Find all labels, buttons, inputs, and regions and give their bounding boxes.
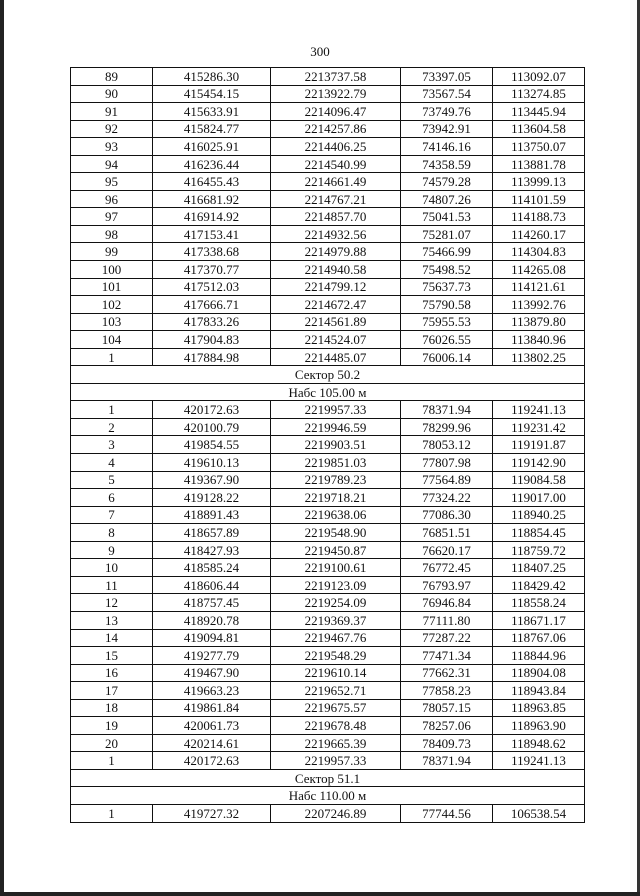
y-coordinate-cell: 2214561.89	[271, 313, 401, 331]
local-y-cell: 114121.61	[493, 278, 585, 296]
x-coordinate-cell: 416455.43	[153, 173, 271, 191]
y-coordinate-cell: 2219467.76	[271, 629, 401, 647]
y-coordinate-cell: 2213922.79	[271, 85, 401, 103]
point-number-cell: 17	[71, 682, 153, 700]
y-coordinate-cell: 2219903.51	[271, 436, 401, 454]
y-coordinate-cell: 2219675.57	[271, 699, 401, 717]
y-coordinate-cell: 2214485.07	[271, 348, 401, 366]
table-row	[71, 85, 585, 103]
x-coordinate-cell: 415286.30	[153, 68, 271, 86]
table-row	[71, 173, 585, 191]
local-x-cell: 77324.22	[401, 489, 493, 507]
local-x-cell: 77807.98	[401, 454, 493, 472]
point-number-cell: 13	[71, 611, 153, 629]
local-y-cell: 114188.73	[493, 208, 585, 226]
point-number-cell: 104	[71, 331, 153, 349]
point-number-cell: 12	[71, 594, 153, 612]
table-row	[71, 611, 585, 629]
y-coordinate-cell: 2219369.37	[271, 611, 401, 629]
x-coordinate-cell: 417370.77	[153, 261, 271, 279]
table-row	[71, 594, 585, 612]
local-y-cell: 113802.25	[493, 348, 585, 366]
table-row	[71, 155, 585, 173]
x-coordinate-cell: 415824.77	[153, 120, 271, 138]
local-x-cell: 75466.99	[401, 243, 493, 261]
local-x-cell: 77744.56	[401, 804, 493, 822]
point-number-cell: 2	[71, 418, 153, 436]
local-y-cell: 113604.58	[493, 120, 585, 138]
local-x-cell: 78409.73	[401, 734, 493, 752]
point-number-cell: 98	[71, 225, 153, 243]
local-y-cell: 118407.25	[493, 559, 585, 577]
y-coordinate-cell: 2219100.61	[271, 559, 401, 577]
local-x-cell: 76620.17	[401, 541, 493, 559]
page-number: 300	[310, 44, 330, 59]
x-coordinate-cell: 419854.55	[153, 436, 271, 454]
x-coordinate-cell: 417884.98	[153, 348, 271, 366]
x-coordinate-cell: 419467.90	[153, 664, 271, 682]
table-row	[71, 506, 585, 524]
local-x-cell: 78057.15	[401, 699, 493, 717]
point-number-cell: 92	[71, 120, 153, 138]
local-y-cell: 114101.59	[493, 190, 585, 208]
table-row	[71, 489, 585, 507]
local-y-cell: 118844.96	[493, 647, 585, 665]
point-number-cell: 102	[71, 296, 153, 314]
local-x-cell: 78299.96	[401, 418, 493, 436]
point-number-cell: 1	[71, 804, 153, 822]
local-y-cell: 113992.76	[493, 296, 585, 314]
point-number-cell: 3	[71, 436, 153, 454]
local-x-cell: 75955.53	[401, 313, 493, 331]
table-row	[71, 418, 585, 436]
y-coordinate-cell: 2214767.21	[271, 190, 401, 208]
table-row	[71, 401, 585, 419]
x-coordinate-cell: 418891.43	[153, 506, 271, 524]
table-row	[71, 348, 585, 366]
point-number-cell: 20	[71, 734, 153, 752]
point-number-cell: 19	[71, 717, 153, 735]
local-x-cell: 73749.76	[401, 103, 493, 121]
sector-heading-row	[71, 366, 585, 384]
y-coordinate-cell: 2213737.58	[271, 68, 401, 86]
local-y-cell: 119241.13	[493, 401, 585, 419]
x-coordinate-cell: 416025.91	[153, 138, 271, 156]
local-x-cell: 73942.91	[401, 120, 493, 138]
point-number-cell: 9	[71, 541, 153, 559]
point-number-cell: 8	[71, 524, 153, 542]
table-row	[71, 103, 585, 121]
local-x-cell: 76851.51	[401, 524, 493, 542]
local-y-cell: 119142.90	[493, 454, 585, 472]
x-coordinate-cell: 419727.32	[153, 804, 271, 822]
local-x-cell: 74807.26	[401, 190, 493, 208]
table-row	[71, 296, 585, 314]
table-row	[71, 278, 585, 296]
point-number-cell: 5	[71, 471, 153, 489]
x-coordinate-cell: 418585.24	[153, 559, 271, 577]
table-row	[71, 190, 585, 208]
table-row	[71, 699, 585, 717]
table-row	[71, 647, 585, 665]
local-x-cell: 76006.14	[401, 348, 493, 366]
y-coordinate-cell: 2214524.07	[271, 331, 401, 349]
sector-heading: Сектор 50.2	[71, 366, 585, 384]
local-x-cell: 73567.54	[401, 85, 493, 103]
y-coordinate-cell: 2219548.90	[271, 524, 401, 542]
local-y-cell: 113881.78	[493, 155, 585, 173]
y-coordinate-cell: 2219957.33	[271, 752, 401, 770]
local-y-cell: 118671.17	[493, 611, 585, 629]
local-y-cell: 106538.54	[493, 804, 585, 822]
local-y-cell: 113445.94	[493, 103, 585, 121]
local-y-cell: 119241.13	[493, 752, 585, 770]
table-row	[71, 454, 585, 472]
coordinates-table	[70, 67, 585, 823]
point-number-cell: 6	[71, 489, 153, 507]
local-x-cell: 75637.73	[401, 278, 493, 296]
table-row	[71, 682, 585, 700]
table-row	[71, 559, 585, 577]
table-row	[71, 541, 585, 559]
x-coordinate-cell: 420214.61	[153, 734, 271, 752]
table-row	[71, 138, 585, 156]
local-y-cell: 113274.85	[493, 85, 585, 103]
local-y-cell: 113840.96	[493, 331, 585, 349]
table-row	[71, 243, 585, 261]
y-coordinate-cell: 2214540.99	[271, 155, 401, 173]
y-coordinate-cell: 2214799.12	[271, 278, 401, 296]
table-row	[71, 225, 585, 243]
local-y-cell: 118963.85	[493, 699, 585, 717]
x-coordinate-cell: 415454.15	[153, 85, 271, 103]
sector-heading-row	[71, 769, 585, 787]
local-y-cell: 114304.83	[493, 243, 585, 261]
local-y-cell: 119231.42	[493, 418, 585, 436]
local-y-cell: 119017.00	[493, 489, 585, 507]
x-coordinate-cell: 417153.41	[153, 225, 271, 243]
point-number-cell: 10	[71, 559, 153, 577]
sector-heading: Сектор 51.1	[71, 769, 585, 787]
table-row	[71, 664, 585, 682]
x-coordinate-cell: 418920.78	[153, 611, 271, 629]
local-x-cell: 74579.28	[401, 173, 493, 191]
point-number-cell: 100	[71, 261, 153, 279]
point-number-cell: 90	[71, 85, 153, 103]
y-coordinate-cell: 2219638.06	[271, 506, 401, 524]
table-row	[71, 804, 585, 822]
x-coordinate-cell: 417904.83	[153, 331, 271, 349]
table-row	[71, 524, 585, 542]
x-coordinate-cell: 419128.22	[153, 489, 271, 507]
point-number-cell: 14	[71, 629, 153, 647]
local-y-cell: 118759.72	[493, 541, 585, 559]
local-x-cell: 75041.53	[401, 208, 493, 226]
y-coordinate-cell: 2207246.89	[271, 804, 401, 822]
y-coordinate-cell: 2214932.56	[271, 225, 401, 243]
local-x-cell: 77086.30	[401, 506, 493, 524]
table-row	[71, 717, 585, 735]
sector-heading: Набс 110.00 м	[71, 787, 585, 805]
point-number-cell: 11	[71, 576, 153, 594]
x-coordinate-cell: 417338.68	[153, 243, 271, 261]
point-number-cell: 1	[71, 348, 153, 366]
local-x-cell: 75790.58	[401, 296, 493, 314]
point-number-cell: 97	[71, 208, 153, 226]
point-number-cell: 94	[71, 155, 153, 173]
y-coordinate-cell: 2219665.39	[271, 734, 401, 752]
y-coordinate-cell: 2214940.58	[271, 261, 401, 279]
y-coordinate-cell: 2219678.48	[271, 717, 401, 735]
x-coordinate-cell: 419277.79	[153, 647, 271, 665]
x-coordinate-cell: 416236.44	[153, 155, 271, 173]
x-coordinate-cell: 420172.63	[153, 752, 271, 770]
x-coordinate-cell: 416681.92	[153, 190, 271, 208]
point-number-cell: 15	[71, 647, 153, 665]
local-y-cell: 114260.17	[493, 225, 585, 243]
table-row	[71, 734, 585, 752]
sector-heading-row	[71, 787, 585, 805]
point-number-cell: 95	[71, 173, 153, 191]
point-number-cell: 1	[71, 752, 153, 770]
local-x-cell: 77471.34	[401, 647, 493, 665]
point-number-cell: 99	[71, 243, 153, 261]
sector-heading-row	[71, 383, 585, 401]
local-x-cell: 77858.23	[401, 682, 493, 700]
y-coordinate-cell: 2219123.09	[271, 576, 401, 594]
x-coordinate-cell: 419663.23	[153, 682, 271, 700]
y-coordinate-cell: 2219652.71	[271, 682, 401, 700]
x-coordinate-cell: 419094.81	[153, 629, 271, 647]
x-coordinate-cell: 419861.84	[153, 699, 271, 717]
local-x-cell: 77287.22	[401, 629, 493, 647]
local-y-cell: 118558.24	[493, 594, 585, 612]
local-x-cell: 78371.94	[401, 401, 493, 419]
x-coordinate-cell: 418427.93	[153, 541, 271, 559]
local-x-cell: 75281.07	[401, 225, 493, 243]
local-y-cell: 118429.42	[493, 576, 585, 594]
x-coordinate-cell: 415633.91	[153, 103, 271, 121]
x-coordinate-cell: 419367.90	[153, 471, 271, 489]
local-x-cell: 77662.31	[401, 664, 493, 682]
y-coordinate-cell: 2219610.14	[271, 664, 401, 682]
local-y-cell: 114265.08	[493, 261, 585, 279]
y-coordinate-cell: 2214857.70	[271, 208, 401, 226]
local-y-cell: 113999.13	[493, 173, 585, 191]
y-coordinate-cell: 2219450.87	[271, 541, 401, 559]
local-x-cell: 74358.59	[401, 155, 493, 173]
local-x-cell: 76772.45	[401, 559, 493, 577]
local-y-cell: 113879.80	[493, 313, 585, 331]
local-x-cell: 75498.52	[401, 261, 493, 279]
local-y-cell: 119191.87	[493, 436, 585, 454]
point-number-cell: 18	[71, 699, 153, 717]
y-coordinate-cell: 2219851.03	[271, 454, 401, 472]
x-coordinate-cell: 418606.44	[153, 576, 271, 594]
point-number-cell: 16	[71, 664, 153, 682]
y-coordinate-cell: 2219548.29	[271, 647, 401, 665]
local-y-cell: 118767.06	[493, 629, 585, 647]
point-number-cell: 91	[71, 103, 153, 121]
local-x-cell: 78371.94	[401, 752, 493, 770]
local-x-cell: 74146.16	[401, 138, 493, 156]
y-coordinate-cell: 2219946.59	[271, 418, 401, 436]
point-number-cell: 103	[71, 313, 153, 331]
local-y-cell: 118854.45	[493, 524, 585, 542]
y-coordinate-cell: 2219789.23	[271, 471, 401, 489]
local-y-cell: 118948.62	[493, 734, 585, 752]
local-y-cell: 118943.84	[493, 682, 585, 700]
scan-edge-left	[0, 0, 4, 896]
point-number-cell: 96	[71, 190, 153, 208]
y-coordinate-cell: 2219957.33	[271, 401, 401, 419]
table-row	[71, 752, 585, 770]
local-x-cell: 77564.89	[401, 471, 493, 489]
local-x-cell: 78053.12	[401, 436, 493, 454]
table-row	[71, 331, 585, 349]
y-coordinate-cell: 2219254.09	[271, 594, 401, 612]
local-x-cell: 76793.97	[401, 576, 493, 594]
x-coordinate-cell: 417512.03	[153, 278, 271, 296]
local-y-cell: 113092.07	[493, 68, 585, 86]
x-coordinate-cell: 420172.63	[153, 401, 271, 419]
y-coordinate-cell: 2214979.88	[271, 243, 401, 261]
local-y-cell: 113750.07	[493, 138, 585, 156]
table-row	[71, 261, 585, 279]
y-coordinate-cell: 2214096.47	[271, 103, 401, 121]
table-row	[71, 120, 585, 138]
x-coordinate-cell: 417666.71	[153, 296, 271, 314]
point-number-cell: 89	[71, 68, 153, 86]
x-coordinate-cell: 419610.13	[153, 454, 271, 472]
table-row	[71, 471, 585, 489]
table-row	[71, 313, 585, 331]
x-coordinate-cell: 418657.89	[153, 524, 271, 542]
sector-heading: Набс 105.00 м	[71, 383, 585, 401]
x-coordinate-cell: 420061.73	[153, 717, 271, 735]
y-coordinate-cell: 2219718.21	[271, 489, 401, 507]
point-number-cell: 7	[71, 506, 153, 524]
table-row	[71, 68, 585, 86]
y-coordinate-cell: 2214406.25	[271, 138, 401, 156]
x-coordinate-cell: 418757.45	[153, 594, 271, 612]
scan-edge-bottom	[0, 892, 640, 896]
local-x-cell: 73397.05	[401, 68, 493, 86]
point-number-cell: 1	[71, 401, 153, 419]
table-row	[71, 436, 585, 454]
local-y-cell: 118904.08	[493, 664, 585, 682]
y-coordinate-cell: 2214257.86	[271, 120, 401, 138]
local-y-cell: 119084.58	[493, 471, 585, 489]
local-y-cell: 118963.90	[493, 717, 585, 735]
local-y-cell: 118940.25	[493, 506, 585, 524]
local-x-cell: 76946.84	[401, 594, 493, 612]
local-x-cell: 77111.80	[401, 611, 493, 629]
x-coordinate-cell: 420100.79	[153, 418, 271, 436]
table-row	[71, 629, 585, 647]
local-x-cell: 76026.55	[401, 331, 493, 349]
y-coordinate-cell: 2214661.49	[271, 173, 401, 191]
y-coordinate-cell: 2214672.47	[271, 296, 401, 314]
local-x-cell: 78257.06	[401, 717, 493, 735]
point-number-cell: 101	[71, 278, 153, 296]
point-number-cell: 4	[71, 454, 153, 472]
table-row	[71, 208, 585, 226]
x-coordinate-cell: 417833.26	[153, 313, 271, 331]
x-coordinate-cell: 416914.92	[153, 208, 271, 226]
table-row	[71, 576, 585, 594]
point-number-cell: 93	[71, 138, 153, 156]
